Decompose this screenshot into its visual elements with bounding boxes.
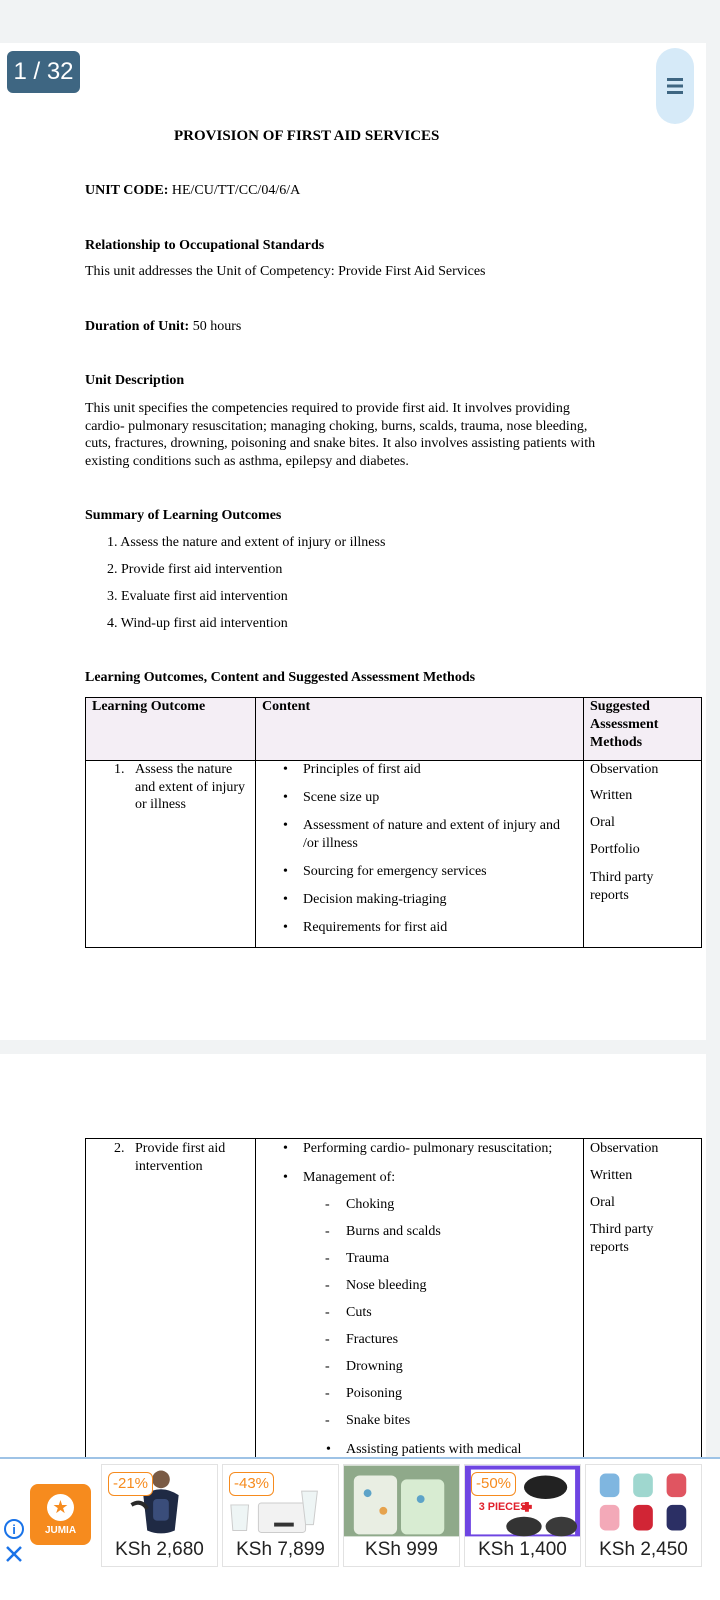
table-col-outcome bbox=[86, 1139, 256, 1478]
ad-product-card[interactable] bbox=[464, 1464, 581, 1567]
summary-item: 4. Wind-up first aid intervention bbox=[107, 616, 288, 631]
brand-name: JUMIA bbox=[44, 1525, 77, 1536]
sub-item: - Nose bleeding bbox=[346, 1277, 426, 1295]
content-item: • Performing cardio- pulmonary resuscitation; bbox=[303, 1140, 552, 1158]
info-icon[interactable]: i bbox=[4, 1519, 24, 1539]
baby-blanket-image bbox=[344, 1465, 459, 1537]
content-item: • Management of: bbox=[303, 1169, 395, 1187]
header-learning-outcome: Learning Outcome bbox=[92, 699, 206, 714]
hamburger-menu-icon bbox=[667, 77, 683, 95]
content-item: • Sourcing for emergency services bbox=[303, 863, 487, 881]
outcome-number: 2. bbox=[114, 1141, 125, 1156]
content-item: • Principles of first aid bbox=[303, 761, 421, 779]
content-item: • Assessment of nature and extent of injury and /or illness bbox=[303, 817, 575, 852]
content-item: • Assisting patients with medical bbox=[346, 1441, 521, 1459]
page-counter: 1 / 32 bbox=[7, 51, 80, 93]
unit-code-value: HE/CU/TT/CC/04/6/A bbox=[171, 183, 301, 198]
jumia-logo[interactable] bbox=[30, 1484, 91, 1545]
viewer-top-strip bbox=[0, 0, 720, 43]
sub-item: - Cuts bbox=[346, 1304, 372, 1322]
method-item: Written bbox=[590, 788, 633, 803]
discount-badge: -50% bbox=[471, 1472, 516, 1496]
unit-code-label: UNIT CODE: bbox=[85, 183, 169, 198]
sub-item: - Choking bbox=[346, 1196, 394, 1214]
outcomes-table bbox=[85, 697, 702, 948]
method-item: Third party reports bbox=[590, 870, 654, 903]
sub-item: - Poisoning bbox=[346, 1385, 402, 1403]
outcome-number: 1. bbox=[114, 762, 125, 777]
diaper-bags-image bbox=[586, 1465, 701, 1537]
table-col-outcome bbox=[86, 698, 256, 947]
relationship-text: This unit addresses the Unit of Competency: Provide First Aid Services bbox=[85, 264, 486, 279]
description-text: This unit specifies the competencies required to provide first aid. It involves providing cardio- pulmonary resuscitation; managing choking, burns, scalds, trauma, nose bleeding, cuts, fractures, drowning, poisoning and snake bites. It also involves assisting patients with existing conditions such as asthma, epilepsy and diabetes. bbox=[85, 401, 596, 469]
method-item: Oral bbox=[590, 815, 615, 830]
summary-item: 3. Evaluate first aid intervention bbox=[107, 589, 288, 604]
ad-product-card[interactable] bbox=[585, 1464, 702, 1567]
content-item: • Requirements for first aid bbox=[303, 919, 447, 937]
method-item: Portfolio bbox=[590, 842, 640, 857]
summary-heading: Summary of Learning Outcomes bbox=[85, 508, 282, 523]
star-icon: ★ bbox=[47, 1494, 74, 1521]
product-price: KSh 2,450 bbox=[599, 1539, 688, 1560]
discount-badge: -43% bbox=[229, 1472, 274, 1496]
product-price: KSh 2,680 bbox=[115, 1539, 204, 1560]
menu-button[interactable] bbox=[656, 48, 694, 124]
sub-item: - Burns and scalds bbox=[346, 1223, 441, 1241]
sub-item: - Fractures bbox=[346, 1331, 398, 1349]
method-item: Written bbox=[590, 1168, 633, 1183]
product-price: KSh 1,400 bbox=[478, 1539, 567, 1560]
unit-code-line bbox=[85, 183, 300, 199]
header-methods: Suggested Assessment Methods bbox=[590, 699, 659, 750]
summary-item: 2. Provide first aid intervention bbox=[107, 562, 283, 577]
sub-item: - Drowning bbox=[346, 1358, 403, 1376]
document-title: PROVISION OF FIRST AID SERVICES bbox=[174, 128, 440, 144]
method-item: Third party reports bbox=[590, 1222, 654, 1255]
duration-label: Duration of Unit: bbox=[85, 319, 190, 334]
table-heading: Learning Outcomes, Content and Suggested Assessment Methods bbox=[85, 670, 476, 685]
ad-product-card[interactable] bbox=[101, 1464, 218, 1567]
sub-item: - Snake bites bbox=[346, 1412, 410, 1430]
product-price: KSh 999 bbox=[365, 1539, 438, 1560]
duration-value: 50 hours bbox=[192, 319, 242, 334]
method-item: Oral bbox=[590, 1195, 615, 1210]
header-content: Content bbox=[262, 699, 311, 714]
discount-badge: -21% bbox=[108, 1472, 153, 1496]
method-item: Observation bbox=[590, 1141, 659, 1156]
ad-product-card[interactable] bbox=[222, 1464, 339, 1567]
sub-item: - Trauma bbox=[346, 1250, 389, 1268]
table-col-content bbox=[256, 1139, 584, 1478]
badge-text: 3 PIECES bbox=[478, 1500, 528, 1513]
outcome-text: Assess the nature and extent of injury or illness bbox=[135, 762, 246, 812]
outcomes-table-continued bbox=[85, 1138, 702, 1478]
ad-product-card[interactable] bbox=[343, 1464, 460, 1567]
duration-line bbox=[85, 319, 241, 335]
method-item: Observation bbox=[590, 762, 659, 777]
content-item: • Decision making-triaging bbox=[303, 891, 446, 909]
relationship-heading: Relationship to Occupational Standards bbox=[85, 238, 325, 253]
description-heading: Unit Description bbox=[85, 373, 185, 388]
close-icon[interactable] bbox=[4, 1544, 24, 1564]
content-item: • Scene size up bbox=[303, 789, 379, 807]
product-price: KSh 7,899 bbox=[236, 1539, 325, 1560]
summary-item: 1. Assess the nature and extent of injury or illness bbox=[107, 535, 386, 550]
outcome-text: Provide first aid intervention bbox=[135, 1141, 226, 1174]
